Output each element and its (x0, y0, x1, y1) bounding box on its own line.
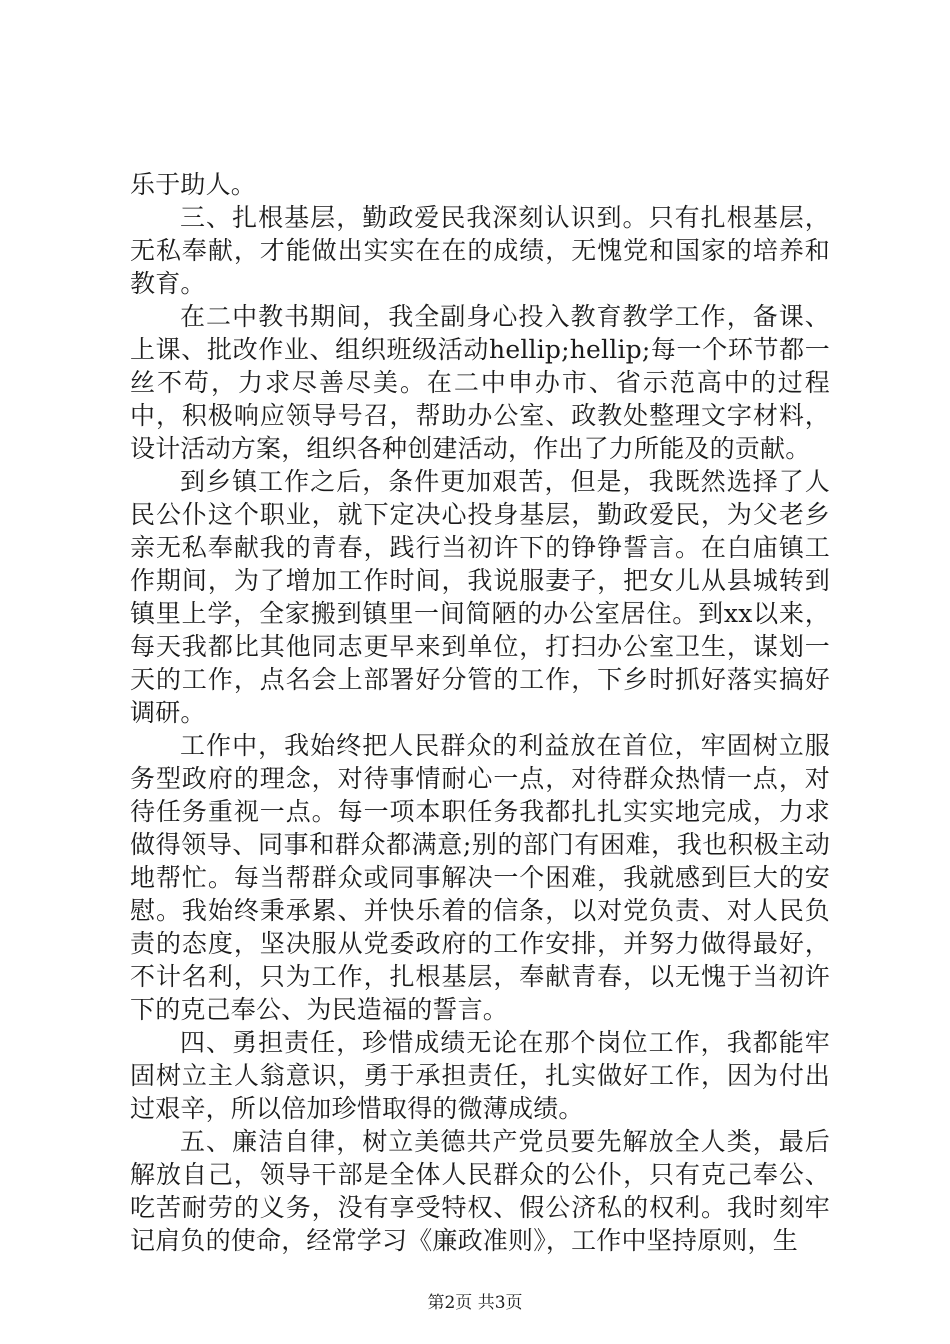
paragraph-continuation: 乐于助人。 (130, 170, 257, 199)
paragraph-township-work: 到乡镇工作之后，条件更加艰苦，但是，我既然选择了人民公仆这个职业，就下定决心投身基层，勤政爱民，为父老乡亲无私奉献我的青春，践行当初许下的铮铮誓言。在白庙镇工作期间，为了增加工作时间，我说服妻子，把女儿从县城转到镇里上学，全家搬到镇里一间简陋的办公室居住。到xx以来，每天我都比其他同志更早来到单位，打扫办公室卫生，谋划一天的工作，点名会上部署好分管的工作，下乡时抓好落实搞好调研。 (130, 467, 830, 727)
paragraph-service: 工作中，我始终把人民群众的利益放在首位，牢固树立服务型政府的理念，对待事情耐心一点，对待群众热情一点，对待任务重视一点。每一项本职任务我都扎扎实实地完成，力求做得领导、同事和群众都满意;别的部门有困难，我也积极主动地帮忙。每当帮群众或同事解决一个困难，我就感到巨大的安慰。我始终秉承累、并快乐着的信条，以对党负责、对人民负责的态度，坚决服从党委政府的工作安排，并努力做得最好，不计名利，只为工作，扎根基层，奉献青春，以无愧于当初许下的克己奉公、为民造福的誓言。 (130, 731, 830, 1024)
document-body (130, 168, 830, 1257)
paragraph-section-five: 五、廉洁自律，树立美德共产党员要先解放全人类，最后解放自己，领导干部是全体人民群众的公仆，只有克己奉公、吃苦耐劳的义务，没有享受特权、假公济私的权利。我时刻牢记肩负的使命，经常学习《廉政准则》，工作中坚持原则，生 (130, 1127, 830, 1255)
paragraph-section-three: 三、扎根基层，勤政爱民我深刻认识到。只有扎根基层，无私奉献，才能做出实实在在的成绩，无愧党和国家的培养和教育。 (130, 203, 830, 298)
paragraph-section-four: 四、勇担责任，珍惜成绩无论在那个岗位工作，我都能牢固树立主人翁意识，勇于承担责任，扎实做好工作，因为付出过艰辛，所以倍加珍惜取得的微薄成绩。 (130, 1028, 830, 1123)
page-number-footer: 第2页 共3页 (427, 1293, 523, 1313)
paragraph-teaching: 在二中教书期间，我全副身心投入教育教学工作，备课、上课、批改作业、组织班级活动hellip;hellip;每一个环节都一丝不苟，力求尽善尽美。在二中申办市、省示范高中的过程中，积极响应领导号召，帮助办公室、政教处整理文字材料，设计活动方案，组织各种创建活动，作出了力所能及的贡献。 (130, 302, 830, 463)
